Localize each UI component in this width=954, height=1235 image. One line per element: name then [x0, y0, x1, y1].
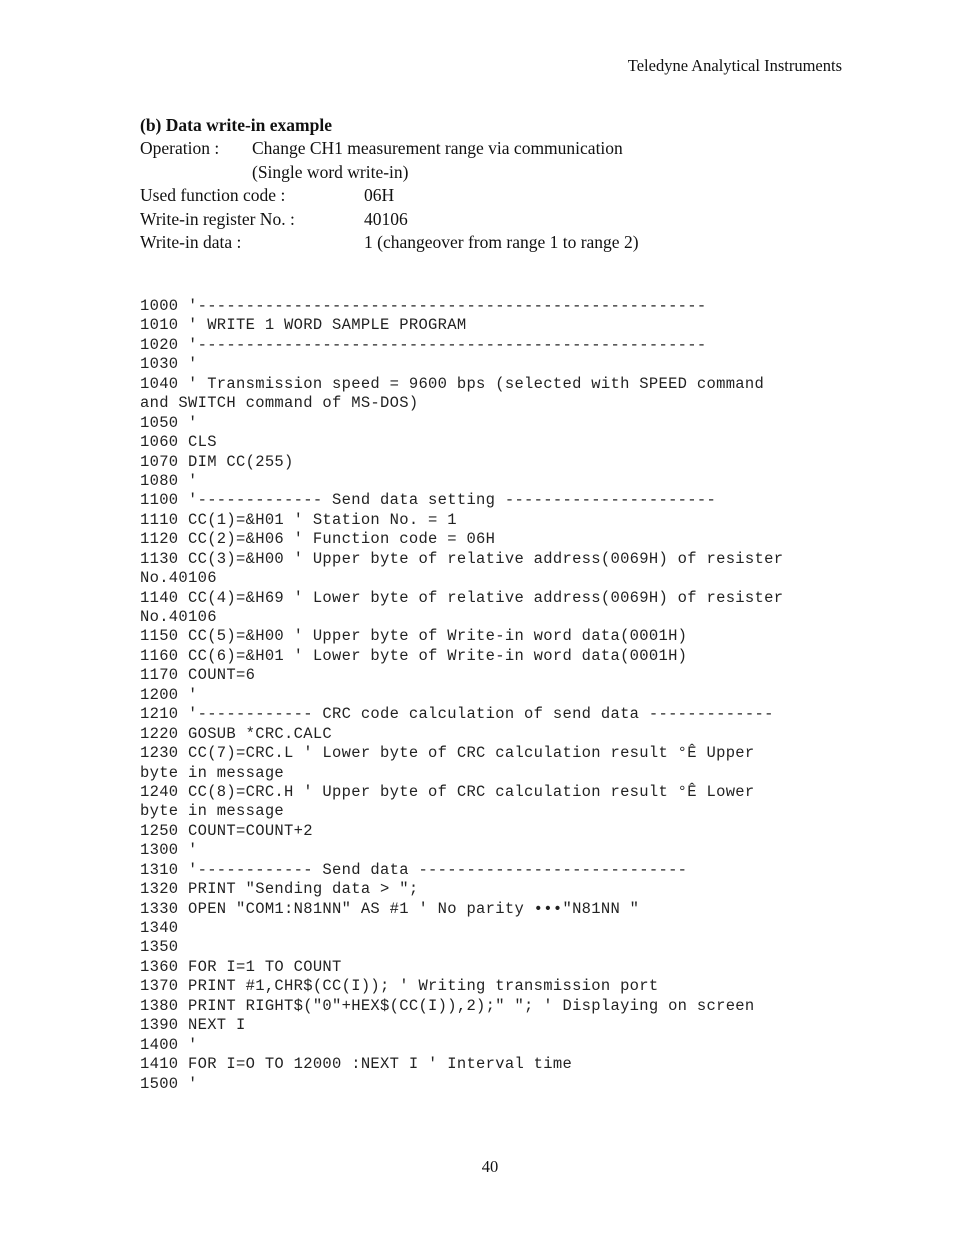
- register-value: 40106: [364, 209, 408, 229]
- page-number: 40: [481, 1157, 499, 1176]
- code-line: 1230 CC(7)=CRC.L ' Lower byte of CRC calculation result °Ê Upper: [140, 744, 755, 763]
- code-line: 1500 ': [140, 1074, 198, 1093]
- operation-note: (Single word write-in): [252, 162, 409, 182]
- code-line: 1150 CC(5)=&H00 ' Upper byte of Write-in word data(0001H): [140, 627, 688, 646]
- code-line: 1060 CLS: [140, 433, 217, 452]
- function-code-value: 06H: [364, 185, 395, 205]
- function-code-label: Used function code :: [140, 185, 286, 205]
- code-line: 1100 '------------- Send data setting ----------------------: [140, 491, 717, 510]
- code-line: 1010 ' WRITE 1 WORD SAMPLE PROGRAM: [140, 316, 467, 335]
- section-heading: (b) Data write-in example: [140, 115, 332, 135]
- code-line: 1200 ': [140, 685, 198, 704]
- code-line: byte in message: [140, 763, 285, 782]
- code-line: 1350: [140, 938, 179, 957]
- code-line: 1380 PRINT RIGHT$("0"+HEX$(CC(I)),2);" "; ' Displaying on screen: [140, 996, 755, 1015]
- running-header: Teledyne Analytical Instruments: [627, 56, 842, 75]
- code-line: 1120 CC(2)=&H06 ' Function code = 06H: [140, 530, 496, 549]
- code-line: 1170 COUNT=6: [140, 666, 256, 685]
- code-line: 1340: [140, 919, 179, 937]
- code-line: 1240 CC(8)=CRC.H ' Upper byte of CRC calculation result °Ê Lower: [140, 782, 755, 801]
- code-line: 1050 ': [140, 413, 198, 432]
- code-line: 1360 FOR I=1 TO COUNT: [140, 957, 342, 976]
- code-line: 1370 PRINT #1,CHR$(CC(I)); ' Writing transmission port: [140, 977, 659, 996]
- code-line: 1310 '------------ Send data ----------------------------: [140, 860, 688, 879]
- code-line: 1390 NEXT I: [140, 1016, 246, 1035]
- code-line: 1110 CC(1)=&H01 ' Station No. = 1: [140, 510, 457, 529]
- code-line: 1140 CC(4)=&H69 ' Lower byte of relative address(0069H) of resister: [140, 588, 784, 607]
- code-line: 1250 COUNT=COUNT+2: [140, 821, 313, 840]
- code-line: 1220 GOSUB *CRC.CALC: [140, 724, 333, 743]
- code-line: 1080 ': [140, 471, 198, 490]
- code-line: 1040 ' Transmission speed = 9600 bps (selected with SPEED command: [140, 374, 765, 393]
- code-line: No.40106: [140, 608, 217, 626]
- code-line: No.40106: [140, 569, 217, 588]
- operation-value: Change CH1 measurement range via communication: [252, 138, 623, 158]
- code-line: 1400 ': [140, 1035, 198, 1054]
- code-line: 1000 '-----------------------------------------------------: [140, 297, 707, 315]
- code-line: 1300 ': [140, 841, 198, 860]
- code-line: 1070 DIM CC(255): [140, 452, 294, 471]
- code-listing: [140, 297, 860, 1094]
- write-data-label: Write-in data :: [140, 232, 242, 252]
- code-line: 1030 ': [140, 355, 198, 374]
- write-data-value: 1 (changeover from range 1 to range 2): [364, 232, 639, 252]
- code-line: 1160 CC(6)=&H01 ' Lower byte of Write-in word data(0001H): [140, 646, 688, 665]
- code-line: 1320 PRINT "Sending data > ";: [140, 880, 419, 899]
- code-line: 1330 OPEN "COM1:N81NN" AS #1 ' No parity •••"N81NN ": [140, 899, 640, 918]
- code-line: 1020 '-----------------------------------------------------: [140, 335, 707, 354]
- code-line: and SWITCH command of MS-DOS): [140, 394, 419, 413]
- code-line: 1130 CC(3)=&H00 ' Upper byte of relative address(0069H) of resister: [140, 549, 784, 568]
- code-line: 1210 '------------ CRC code calculation of send data -------------: [140, 705, 774, 724]
- operation-label: Operation :: [140, 138, 220, 158]
- code-line: byte in message: [140, 802, 285, 821]
- register-label: Write-in register No. :: [140, 209, 295, 229]
- code-line: 1410 FOR I=O TO 12000 :NEXT I ' Interval time: [140, 1055, 573, 1074]
